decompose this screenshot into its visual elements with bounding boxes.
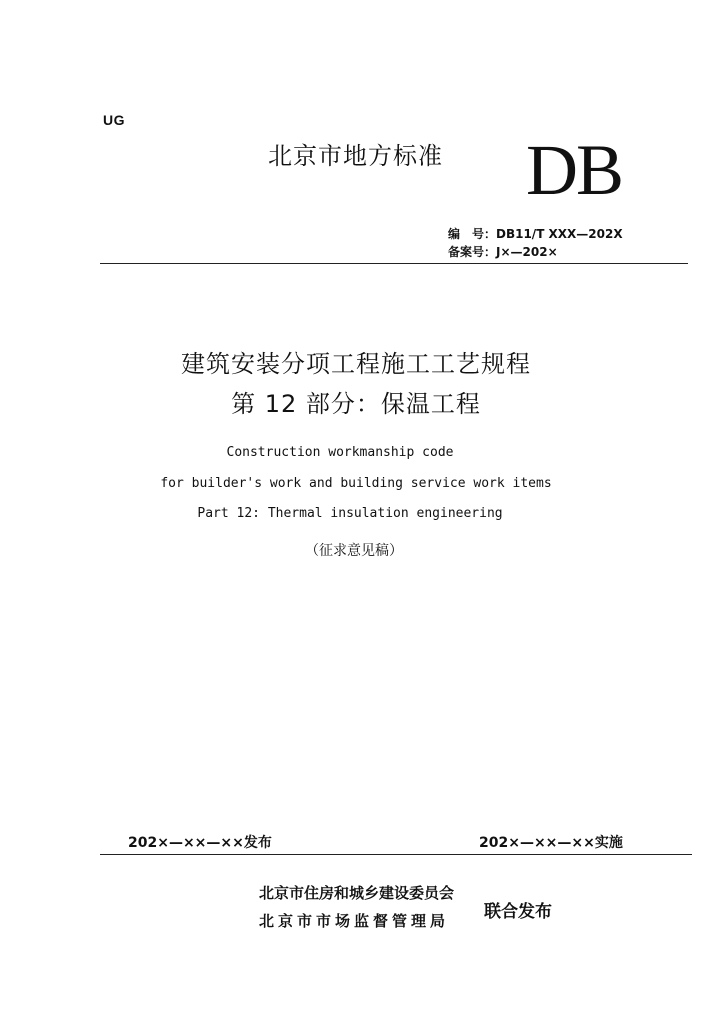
issuer-market-supervision: 北京市市场监督管理局 <box>259 912 450 930</box>
issue-date: 202×—××—××发布 <box>128 835 272 851</box>
joint-release-label: 联合发布 <box>484 902 552 922</box>
bottom-divider <box>100 854 692 855</box>
top-divider <box>100 263 688 264</box>
title-en-line-1: Construction workmanship code <box>226 445 454 460</box>
standard-code-block <box>448 225 623 261</box>
title-cn-line-2: 第 12 部分：保温工程 <box>231 390 481 418</box>
ics-code: UG <box>103 112 125 128</box>
title-en-line-3: Part 12: Thermal insulation engineering <box>197 506 503 521</box>
db-mark: DB <box>526 130 623 210</box>
draft-note: （征求意见稿） <box>305 543 403 559</box>
record-number: 备案号：J×—202× <box>448 245 558 259</box>
title-en-line-2: for builder's work and building service work items <box>160 476 552 491</box>
issuer-housing-commission: 北京市住房和城乡建设委员会 <box>259 884 455 902</box>
standard-number: 编 号：DB11/T XXX—202X <box>448 227 623 241</box>
title-cn-line-1: 建筑安装分项工程施工工艺规程 <box>181 350 531 378</box>
implementation-date: 202×—××—××实施 <box>479 835 623 851</box>
standard-type: 北京市地方标准 <box>268 142 443 170</box>
